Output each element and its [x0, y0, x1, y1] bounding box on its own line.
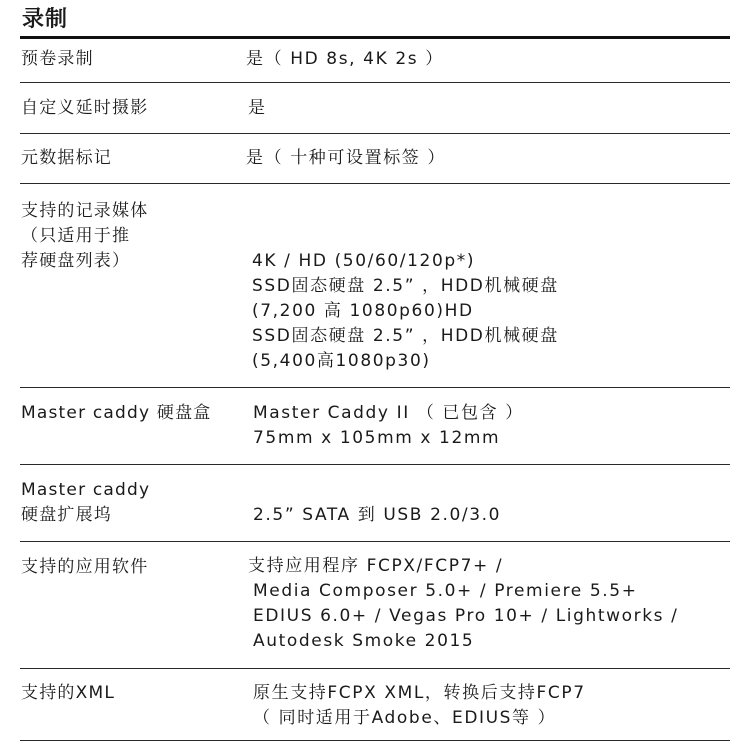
- spec-value-line: 是（ 十种可设置标签 ）: [246, 148, 447, 168]
- spec-value-line: Autodesk Smoke 2015: [253, 631, 475, 651]
- spec-value-line: 原生支持FCPX XML，转换后支持FCP7: [253, 683, 586, 703]
- spec-row-xml: [20, 669, 730, 741]
- section-title: 录制: [22, 7, 69, 32]
- spec-value-line: EDIUS 6.0+ / Vegas Pro 10+ / Lightworks /: [253, 606, 679, 626]
- spec-value-line: 是（ HD 8s, 4K 2s ）: [246, 49, 444, 69]
- spec-label: Master caddy 硬盘盒: [21, 403, 212, 423]
- spec-row-caddy: [20, 388, 730, 465]
- spec-row-dock: [20, 465, 730, 542]
- spec-value-line: Master Caddy II （ 已包含 ）: [253, 403, 524, 423]
- spec-value-line: SSD固态硬盘 2.5” ，HDD机械硬盘: [252, 276, 559, 296]
- spec-label: 支持的XML: [21, 683, 115, 703]
- spec-label: 支持的记录媒体 （只适用于推 荐硬盘列表）: [21, 201, 149, 271]
- spec-label: 自定义延时摄影: [21, 98, 149, 118]
- spec-value-line: (5,400高1080p30): [252, 351, 431, 371]
- spec-value-line: 支持应用程序 FCPX/FCP7+ /: [248, 556, 504, 576]
- spec-label: 支持的应用软件: [21, 557, 149, 577]
- spec-value: [253, 681, 586, 731]
- spec-value: [246, 47, 444, 72]
- spec-row-preroll: [20, 39, 730, 83]
- spec-value: [246, 146, 446, 171]
- spec-value-line: SSD固态硬盘 2.5” ，HDD机械硬盘: [252, 326, 559, 346]
- spec-row-metadata: [20, 134, 730, 184]
- spec-value: [252, 249, 559, 374]
- spec-value: [253, 503, 501, 528]
- spec-value: [248, 96, 267, 121]
- spec-value-line: 是: [248, 98, 267, 118]
- spec-value-line: (7,200 高 1080p60)HD: [252, 301, 474, 321]
- spec-value-line: 75mm x 105mm x 12mm: [253, 428, 501, 448]
- spec-value-line: （ 同时适用于Adobe、EDIUS等 ）: [253, 708, 557, 728]
- spec-label: 元数据标记: [21, 148, 112, 168]
- spec-value: [248, 554, 678, 654]
- spec-row-timelapse: [20, 83, 730, 134]
- spec-label: 预卷录制: [21, 49, 94, 69]
- spec-row-media: [20, 184, 730, 388]
- spec-value-line: 2.5” SATA 到 USB 2.0/3.0: [253, 505, 502, 525]
- spec-value-line: 4K / HD (50/60/120p*): [252, 251, 476, 271]
- spec-value-line: Media Composer 5.0+ / Premiere 5.5+: [253, 581, 638, 601]
- spec-row-software: [20, 542, 730, 669]
- spec-value: [253, 401, 524, 451]
- spec-label: Master caddy 硬盘扩展坞: [21, 480, 151, 525]
